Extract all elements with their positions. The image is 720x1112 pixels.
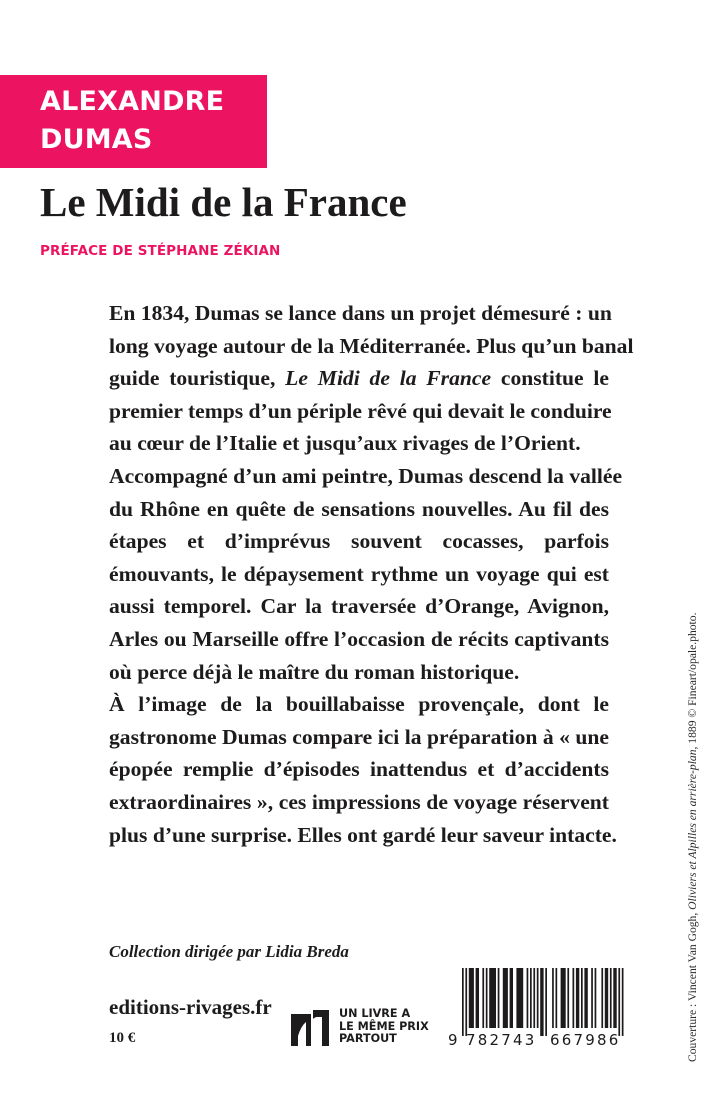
- cover-credit: Couverture : Vincent Van Gogh, Oliviers et Alpilles en arrière-plan, 1889 © Fineart/opale.photo.: [686, 612, 699, 1062]
- publisher-website[interactable]: editions-rivages.fr: [109, 995, 272, 1019]
- blurb-line: émouvants, le dépaysement rythme un voyage qui est: [109, 561, 609, 586]
- blurb-text: [109, 297, 634, 851]
- blurb-line: épopée remplie d’épisodes inattendus et d’accidents: [109, 757, 609, 782]
- blurb-line: du Rhône en quête de sensations nouvelles. Au fil des: [109, 496, 609, 521]
- book-title-italic: Le Midi de la France: [285, 366, 492, 391]
- svg-text:9: 9: [448, 1031, 460, 1048]
- blurb-line: Accompagné d’un ami peintre, Dumas descend la vallée: [109, 463, 623, 488]
- price: 10 €: [109, 1030, 136, 1046]
- blurb-line: étapes et d’imprévus souvent cocasses, parfois: [109, 529, 609, 554]
- blurb-line: Arles ou Marseille offre l’occasion de récits captivants: [109, 626, 609, 651]
- svg-text:667986: 667986: [550, 1031, 621, 1048]
- blurb-line: long voyage autour de la Méditerranée. Plus qu’un banal: [109, 333, 634, 358]
- blurb-line: plus d’une surprise. Elles ont gardé leur saveur intacte.: [109, 822, 617, 847]
- author-band: [0, 75, 267, 168]
- blurb-line: où perce déjà le maître du roman historique.: [109, 659, 520, 684]
- preface-credit: PRÉFACE DE STÉPHANE ZÉKIAN: [40, 243, 281, 259]
- blurb-line: En 1834, Dumas se lance dans un projet démesuré : un: [109, 301, 612, 325]
- book-title: Le Midi de la France: [40, 179, 407, 225]
- blurb-line: extraordinaires », ces impressions de voyage réservent: [109, 789, 609, 814]
- blurb-line: gastronome Dumas compare ici la préparation à « une: [109, 724, 609, 749]
- blurb-line: au cœur de l’Italie et jusqu’aux rivages de l’Orient.: [109, 431, 581, 456]
- blurb-line: aussi temporel. Car la traversée d’Orange, Avignon,: [109, 594, 609, 619]
- barcode-icon: [448, 966, 640, 1048]
- isbn-barcode: [448, 966, 640, 1046]
- blurb-line: À l’image de la bouillabaisse provençale, dont le: [109, 692, 609, 717]
- blurb-line: premier temps d’un périple rêvé qui devait le conduire: [109, 398, 612, 423]
- collection-editor: Collection dirigée par Lidia Breda: [109, 942, 349, 961]
- prix-unique-badge: [289, 1006, 429, 1048]
- prix-unique-logo-icon: [289, 1006, 331, 1048]
- author-last-name: DUMAS: [40, 124, 153, 155]
- svg-text:782743: 782743: [466, 1031, 537, 1048]
- blurb-line: guide touristique, Le Midi de la France constitue le: [109, 366, 610, 391]
- author-first-name: ALEXANDRE: [40, 86, 225, 117]
- prix-unique-text: UN LIVRE A LE MÊME PRIX PARTOUT: [339, 1007, 429, 1046]
